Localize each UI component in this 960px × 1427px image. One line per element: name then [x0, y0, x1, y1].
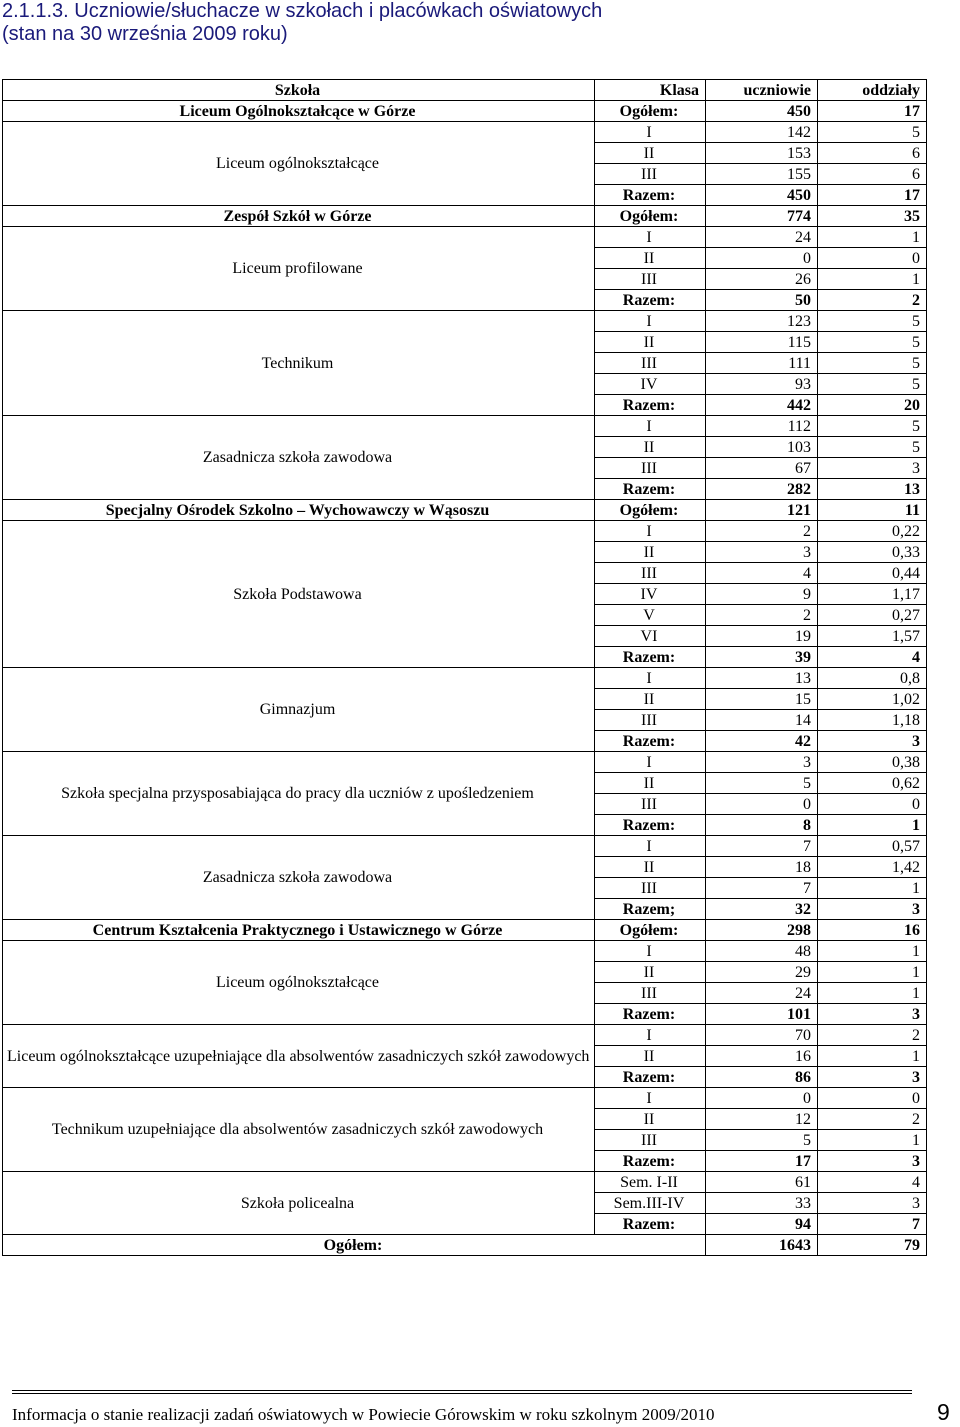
class-label: I [595, 416, 706, 437]
sum-label: Razem: [595, 479, 706, 500]
total-label: Ogółem: [595, 101, 706, 122]
students-count: 33 [706, 1193, 818, 1214]
sum-label: Razem: [595, 1214, 706, 1235]
total-branches: 11 [818, 500, 927, 521]
class-label: III [595, 458, 706, 479]
students-count: 155 [706, 164, 818, 185]
total-label: Ogółem: [595, 206, 706, 227]
sum-branches: 3 [818, 1151, 927, 1172]
class-label: I [595, 752, 706, 773]
section-subtitle: (stan na 30 września 2009 roku) [2, 23, 288, 45]
section-heading [2, 0, 602, 46]
class-row [3, 941, 927, 962]
branches-count: 5 [818, 437, 927, 458]
branches-count: 1 [818, 878, 927, 899]
sum-students: 8 [706, 815, 818, 836]
branches-count: 1,17 [818, 584, 927, 605]
students-count: 67 [706, 458, 818, 479]
class-label: II [595, 332, 706, 353]
sum-branches: 1 [818, 815, 927, 836]
total-students: 774 [706, 206, 818, 227]
class-row [3, 1172, 927, 1193]
students-count: 5 [706, 773, 818, 794]
branches-count: 1,57 [818, 626, 927, 647]
branches-count: 6 [818, 143, 927, 164]
sum-students: 450 [706, 185, 818, 206]
class-label: II [595, 773, 706, 794]
unit-name: Technikum uzupełniające dla absolwentów zasadniczych szkół zawodowych [3, 1088, 595, 1172]
class-row [3, 836, 927, 857]
students-count: 29 [706, 962, 818, 983]
grand-total-students: 1643 [706, 1235, 818, 1256]
branches-count: 0,57 [818, 836, 927, 857]
header-branches: oddziały [818, 80, 927, 101]
students-count: 123 [706, 311, 818, 332]
students-count: 7 [706, 836, 818, 857]
branches-count: 2 [818, 1109, 927, 1130]
students-count: 142 [706, 122, 818, 143]
header-school: Szkoła [3, 80, 595, 101]
students-count: 15 [706, 689, 818, 710]
branches-count: 5 [818, 122, 927, 143]
school-total-row [3, 206, 927, 227]
branches-count: 0,62 [818, 773, 927, 794]
table-header-row [3, 80, 927, 101]
class-label: III [595, 269, 706, 290]
students-count: 9 [706, 584, 818, 605]
total-label: Ogółem: [595, 500, 706, 521]
branches-count: 0,33 [818, 542, 927, 563]
total-students: 298 [706, 920, 818, 941]
unit-name: Szkoła Podstawowa [3, 521, 595, 668]
students-count: 12 [706, 1109, 818, 1130]
branches-count: 5 [818, 374, 927, 395]
students-table-body [3, 80, 927, 1256]
class-label: II [595, 542, 706, 563]
students-count: 5 [706, 1130, 818, 1151]
class-row [3, 668, 927, 689]
branches-count: 3 [818, 458, 927, 479]
students-count: 70 [706, 1025, 818, 1046]
unit-name: Liceum ogólnokształcące uzupełniające dla absolwentów zasadniczych szkół zawodowych [3, 1025, 595, 1088]
branches-count: 1 [818, 962, 927, 983]
students-count: 2 [706, 605, 818, 626]
class-row [3, 521, 927, 542]
sum-students: 17 [706, 1151, 818, 1172]
students-count: 24 [706, 983, 818, 1004]
branches-count: 5 [818, 353, 927, 374]
class-label: III [595, 353, 706, 374]
class-label: III [595, 164, 706, 185]
students-count: 3 [706, 752, 818, 773]
class-label: IV [595, 584, 706, 605]
unit-name: Zasadnicza szkoła zawodowa [3, 416, 595, 500]
branches-count: 0,38 [818, 752, 927, 773]
sum-label: Razem: [595, 815, 706, 836]
students-count: 7 [706, 878, 818, 899]
branches-count: 0 [818, 794, 927, 815]
unit-name: Technikum [3, 311, 595, 416]
sum-label: Razem: [595, 731, 706, 752]
students-count: 26 [706, 269, 818, 290]
header-students: uczniowie [706, 80, 818, 101]
sum-branches: 17 [818, 185, 927, 206]
sum-branches: 3 [818, 1067, 927, 1088]
sum-label: Razem: [595, 1151, 706, 1172]
sum-students: 442 [706, 395, 818, 416]
students-count: 0 [706, 1088, 818, 1109]
students-count: 112 [706, 416, 818, 437]
branches-count: 0,44 [818, 563, 927, 584]
total-students: 121 [706, 500, 818, 521]
unit-name: Zasadnicza szkoła zawodowa [3, 836, 595, 920]
class-label: III [595, 878, 706, 899]
students-count: 4 [706, 563, 818, 584]
students-count: 93 [706, 374, 818, 395]
branches-count: 5 [818, 416, 927, 437]
total-branches: 35 [818, 206, 927, 227]
unit-name: Szkoła specjalna przysposabiająca do pracy dla uczniów z upośledzeniem [3, 752, 595, 836]
branches-count: 0,27 [818, 605, 927, 626]
class-label: V [595, 605, 706, 626]
students-count: 115 [706, 332, 818, 353]
class-label: I [595, 1025, 706, 1046]
class-label: II [595, 1046, 706, 1067]
students-count: 18 [706, 857, 818, 878]
class-label: III [595, 1130, 706, 1151]
sum-students: 282 [706, 479, 818, 500]
class-label: II [595, 962, 706, 983]
unit-name: Liceum profilowane [3, 227, 595, 311]
class-label: III [595, 563, 706, 584]
sum-label: Razem; [595, 899, 706, 920]
branches-count: 1 [818, 941, 927, 962]
class-label: III [595, 794, 706, 815]
branches-count: 1,42 [818, 857, 927, 878]
sum-branches: 2 [818, 290, 927, 311]
class-label: I [595, 668, 706, 689]
class-row [3, 1088, 927, 1109]
class-label: I [595, 122, 706, 143]
branches-count: 2 [818, 1025, 927, 1046]
sum-branches: 13 [818, 479, 927, 500]
sum-label: Razem: [595, 185, 706, 206]
branches-count: 6 [818, 164, 927, 185]
class-label: III [595, 983, 706, 1004]
class-row [3, 122, 927, 143]
branches-count: 1 [818, 983, 927, 1004]
sum-students: 50 [706, 290, 818, 311]
branches-count: 1,18 [818, 710, 927, 731]
school-name: Specjalny Ośrodek Szkolno – Wychowawczy w Wąsoszu [3, 500, 595, 521]
sum-branches: 3 [818, 1004, 927, 1025]
students-count: 2 [706, 521, 818, 542]
students-count: 3 [706, 542, 818, 563]
total-label: Ogółem: [595, 920, 706, 941]
students-count: 48 [706, 941, 818, 962]
class-label: III [595, 710, 706, 731]
branches-count: 1 [818, 269, 927, 290]
sum-branches: 4 [818, 647, 927, 668]
school-name: Centrum Kształcenia Praktycznego i Ustawicznego w Górze [3, 920, 595, 941]
sum-branches: 3 [818, 731, 927, 752]
class-label: II [595, 437, 706, 458]
header-class: Klasa [595, 80, 706, 101]
school-total-row [3, 920, 927, 941]
sum-label: Razem: [595, 290, 706, 311]
class-label: IV [595, 374, 706, 395]
class-label: II [595, 143, 706, 164]
grand-total-label: Ogółem: [3, 1235, 706, 1256]
students-count: 0 [706, 794, 818, 815]
branches-count: 1,02 [818, 689, 927, 710]
class-row [3, 752, 927, 773]
section-title: 2.1.1.3. Uczniowie/słuchacze w szkołach i placówkach oświatowych [2, 0, 603, 22]
sum-label: Razem: [595, 647, 706, 668]
branches-count: 1 [818, 227, 927, 248]
sum-students: 32 [706, 899, 818, 920]
sum-label: Razem: [595, 1004, 706, 1025]
sum-label: Razem: [595, 395, 706, 416]
footer-divider [12, 1390, 912, 1394]
total-students: 450 [706, 101, 818, 122]
students-count: 24 [706, 227, 818, 248]
sum-students: 86 [706, 1067, 818, 1088]
sum-students: 39 [706, 647, 818, 668]
branches-count: 0 [818, 248, 927, 269]
class-label: I [595, 1088, 706, 1109]
branches-count: 4 [818, 1172, 927, 1193]
branches-count: 1 [818, 1046, 927, 1067]
school-name: Liceum Ogólnokształcące w Górze [3, 101, 595, 122]
students-count: 13 [706, 668, 818, 689]
class-label: I [595, 227, 706, 248]
students-count: 111 [706, 353, 818, 374]
branches-count: 0,22 [818, 521, 927, 542]
students-count: 153 [706, 143, 818, 164]
branches-count: 0,8 [818, 668, 927, 689]
unit-name: Liceum ogólnokształcące [3, 122, 595, 206]
branches-count: 0 [818, 1088, 927, 1109]
students-count: 14 [706, 710, 818, 731]
class-label: II [595, 248, 706, 269]
class-label: II [595, 857, 706, 878]
students-table [2, 79, 927, 1256]
sum-branches: 20 [818, 395, 927, 416]
class-label: I [595, 941, 706, 962]
class-label: VI [595, 626, 706, 647]
sum-branches: 3 [818, 899, 927, 920]
class-label: Sem. I-II [595, 1172, 706, 1193]
sum-students: 94 [706, 1214, 818, 1235]
school-total-row [3, 101, 927, 122]
class-label: I [595, 521, 706, 542]
branches-count: 3 [818, 1193, 927, 1214]
branches-count: 5 [818, 311, 927, 332]
class-row [3, 416, 927, 437]
class-row [3, 1025, 927, 1046]
students-count: 103 [706, 437, 818, 458]
total-branches: 17 [818, 101, 927, 122]
class-label: I [595, 836, 706, 857]
page-number: 9 [937, 1399, 950, 1425]
sum-students: 101 [706, 1004, 818, 1025]
class-row [3, 311, 927, 332]
footer-text: Informacja o stanie realizacji zadań oświatowych w Powiecie Górowskim w roku szkolnym 2009/2010 [12, 1405, 715, 1424]
branches-count: 1 [818, 1130, 927, 1151]
grand-total-branches: 79 [818, 1235, 927, 1256]
sum-branches: 7 [818, 1214, 927, 1235]
class-label: I [595, 311, 706, 332]
grand-total-row [3, 1235, 927, 1256]
unit-name: Gimnazjum [3, 668, 595, 752]
students-count: 16 [706, 1046, 818, 1067]
students-count: 61 [706, 1172, 818, 1193]
branches-count: 5 [818, 332, 927, 353]
class-label: II [595, 689, 706, 710]
total-branches: 16 [818, 920, 927, 941]
school-total-row [3, 500, 927, 521]
class-row [3, 227, 927, 248]
students-count: 19 [706, 626, 818, 647]
class-label: II [595, 1109, 706, 1130]
school-name: Zespół Szkół w Górze [3, 206, 595, 227]
students-count: 0 [706, 248, 818, 269]
unit-name: Szkoła policealna [3, 1172, 595, 1235]
unit-name: Liceum ogólnokształcące [3, 941, 595, 1025]
class-label: Sem.III-IV [595, 1193, 706, 1214]
sum-students: 42 [706, 731, 818, 752]
sum-label: Razem: [595, 1067, 706, 1088]
